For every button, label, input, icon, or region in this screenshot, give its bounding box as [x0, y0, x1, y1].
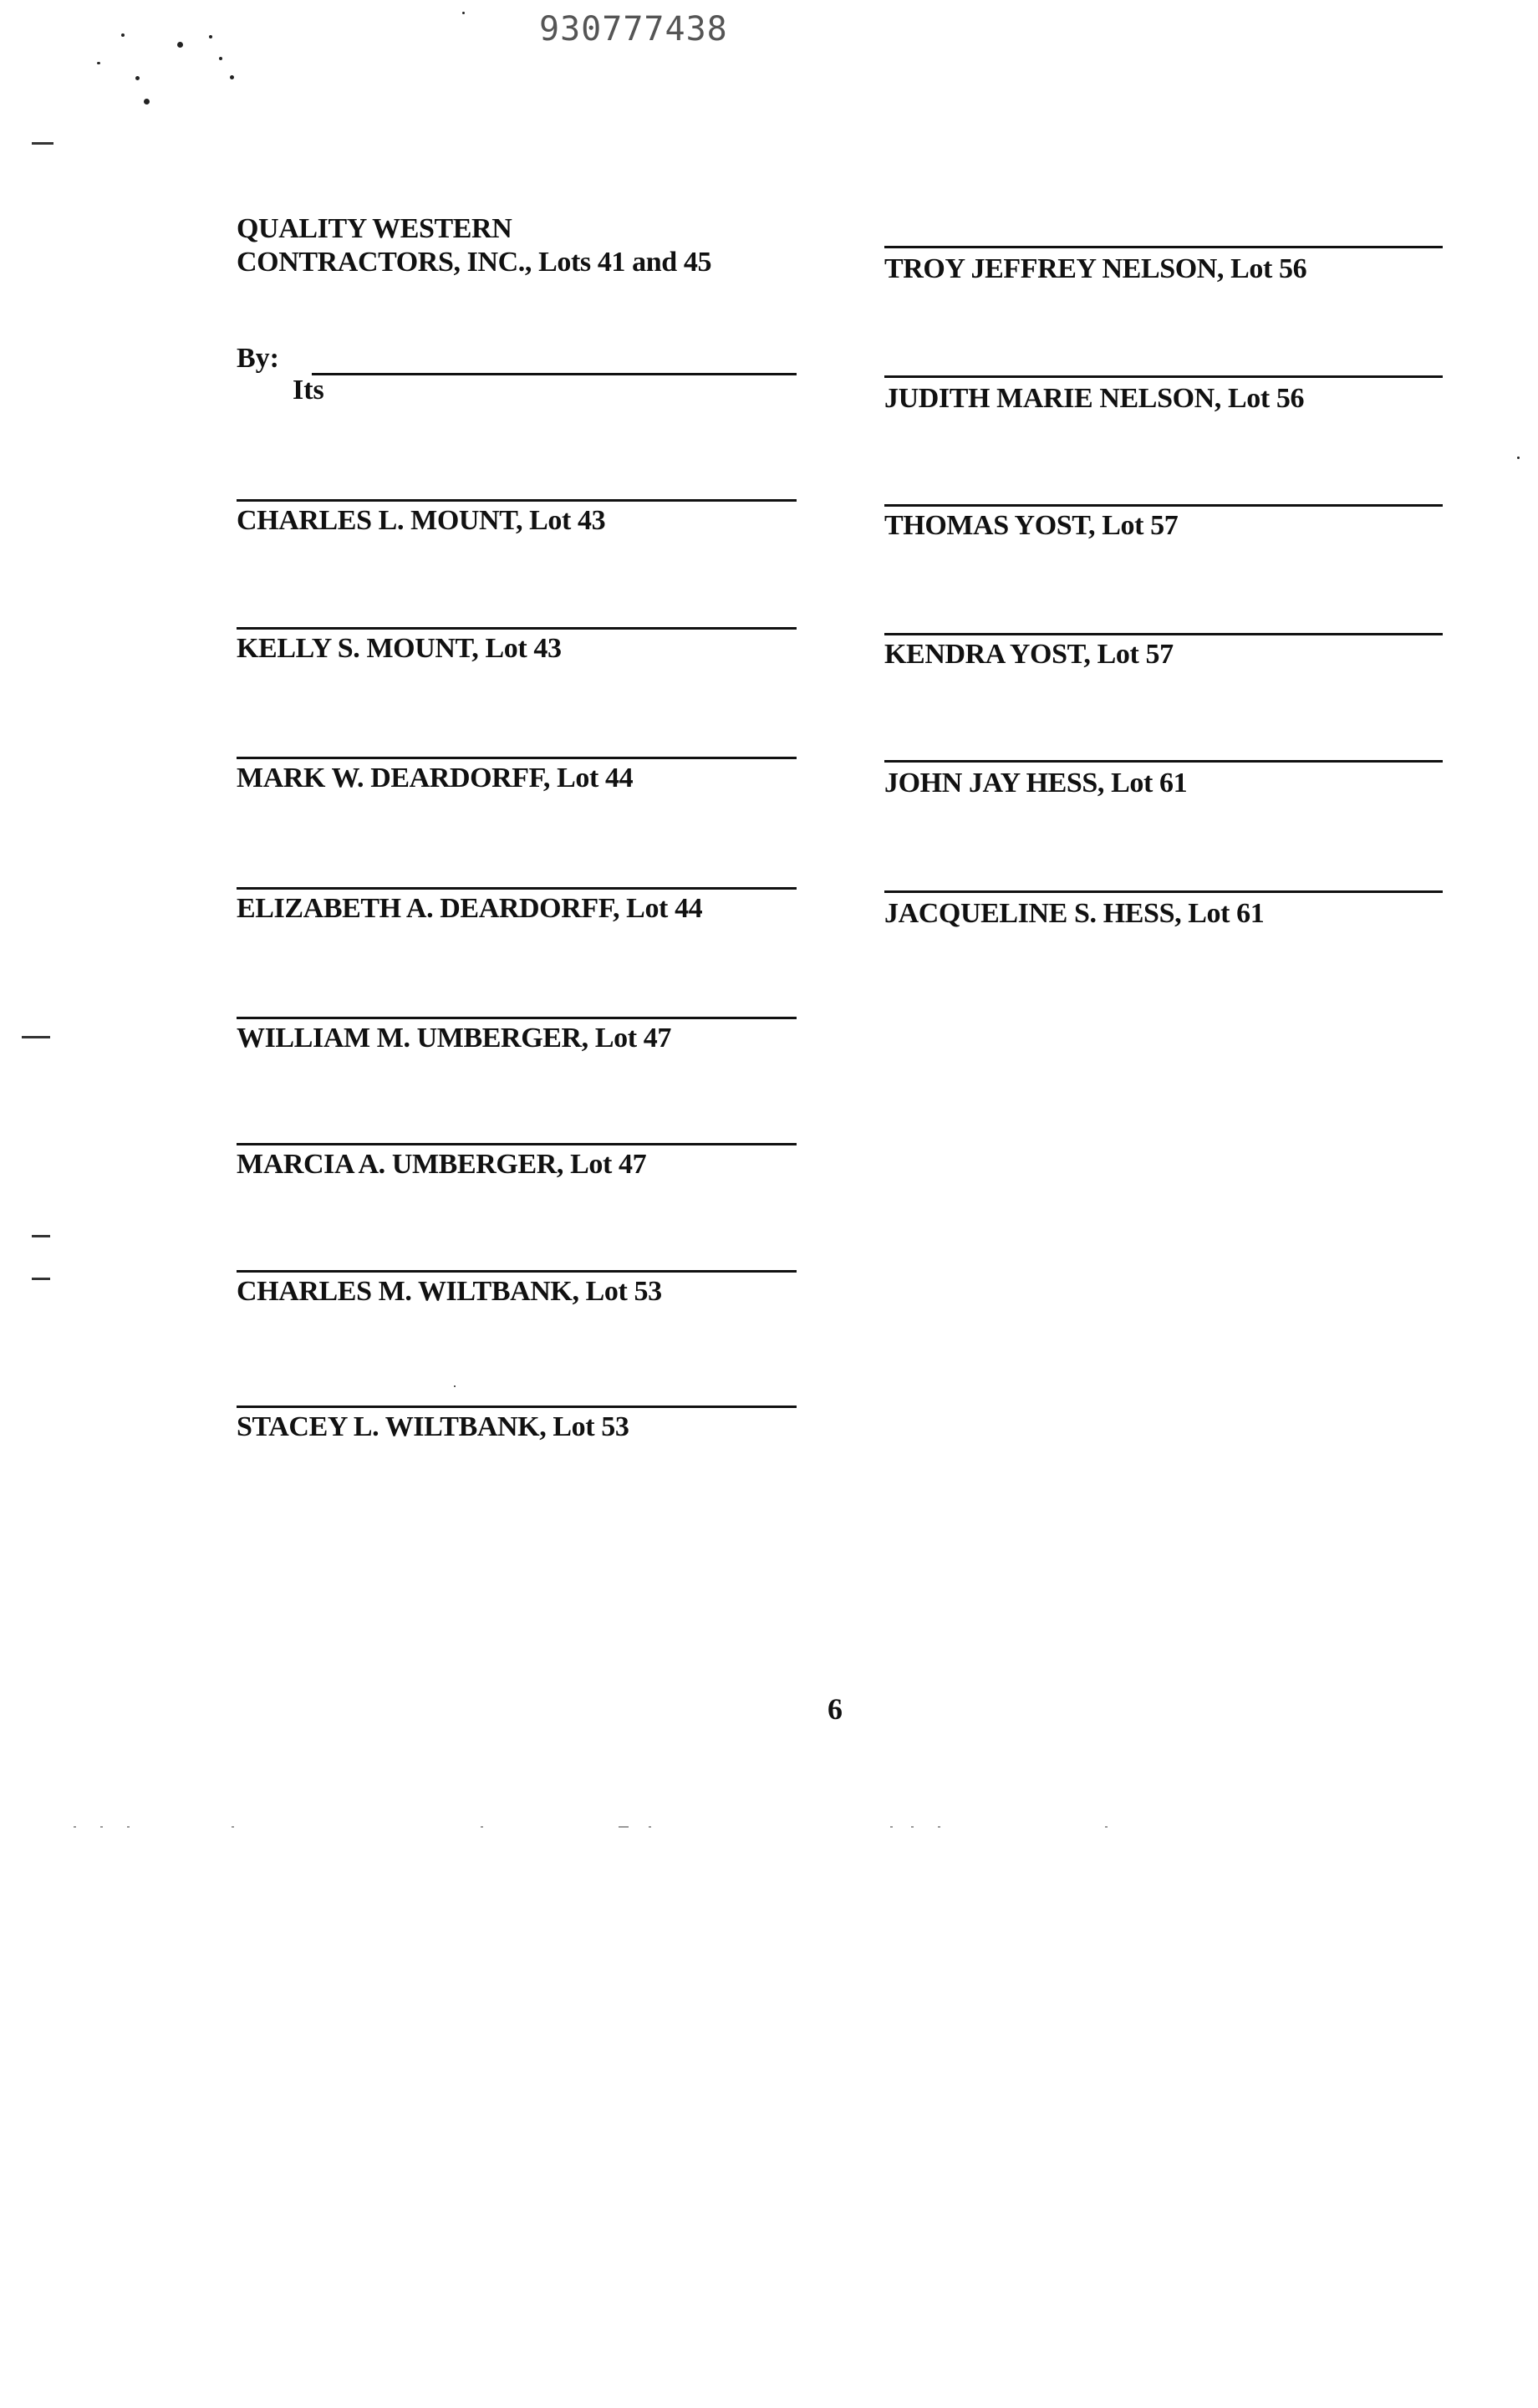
signature-block: [237, 499, 797, 538]
signature-line: [237, 1270, 797, 1273]
signature-name: JACQUELINE S. HESS, Lot 61: [884, 898, 1265, 929]
signature-line: [884, 246, 1443, 248]
speck: [890, 1826, 893, 1828]
entity-name-line2: CONTRACTORS, INC., Lots 41 and 45: [237, 247, 712, 278]
by-label: By:: [237, 343, 279, 374]
speck: [230, 75, 234, 79]
signature-block: [884, 890, 1443, 931]
speck: [911, 1826, 914, 1828]
signature-block: [237, 1143, 797, 1181]
signature-name: KELLY S. MOUNT, Lot 43: [237, 633, 562, 664]
signature-name: CHARLES M. WILTBANK, Lot 53: [237, 1276, 662, 1307]
signature-line: [884, 633, 1443, 635]
signature-line: [237, 627, 797, 630]
speck: [144, 99, 150, 105]
speck: [462, 12, 465, 14]
speck: [1105, 1826, 1108, 1828]
speck: [74, 1826, 76, 1828]
signature-block: [884, 760, 1443, 800]
speck: [219, 57, 222, 60]
by-signature-line: [312, 373, 797, 375]
signature-block: [237, 1406, 797, 1444]
speck: [135, 76, 140, 80]
signature-name: THOMAS YOST, Lot 57: [884, 510, 1179, 541]
signature-name: MARCIA A. UMBERGER, Lot 47: [237, 1149, 647, 1180]
signature-block: [237, 757, 797, 795]
signature-line: [237, 1017, 797, 1019]
signature-line: [237, 887, 797, 890]
signature-name: CHARLES L. MOUNT, Lot 43: [237, 505, 606, 536]
page-number: 6: [828, 1692, 843, 1726]
speck: [938, 1826, 940, 1828]
signature-name: MARK W. DEARDORFF, Lot 44: [237, 763, 634, 793]
speck: [100, 1826, 103, 1828]
speck: [454, 1385, 456, 1387]
signature-block: [237, 887, 797, 926]
signature-line: [884, 375, 1443, 378]
signature-name: JOHN JAY HESS, Lot 61: [884, 768, 1188, 798]
signature-line: [884, 504, 1443, 507]
speck: [97, 62, 100, 64]
signature-line: [237, 1143, 797, 1145]
signature-name: JUDITH MARIE NELSON, Lot 56: [884, 383, 1305, 414]
entity-name-block: [237, 212, 711, 279]
signature-line: [237, 499, 797, 502]
signature-block: [884, 375, 1443, 416]
signature-line: [884, 890, 1443, 893]
speck: [209, 35, 212, 38]
document-number: 930777438: [539, 10, 728, 48]
speck: [127, 1826, 130, 1828]
speck: [1517, 457, 1520, 459]
signature-block: [884, 246, 1443, 286]
signature-name: KENDRA YOST, Lot 57: [884, 639, 1174, 670]
signature-name: WILLIAM M. UMBERGER, Lot 47: [237, 1023, 671, 1054]
its-label: Its: [293, 375, 324, 406]
speck: [649, 1826, 651, 1828]
entity-name-line1: QUALITY WESTERN: [237, 213, 512, 244]
signature-block: [884, 633, 1443, 671]
margin-dash: [32, 1278, 50, 1280]
signature-line: [237, 1406, 797, 1408]
signature-name: TROY JEFFREY NELSON, Lot 56: [884, 253, 1307, 284]
signature-name: ELIZABETH A. DEARDORFF, Lot 44: [237, 893, 703, 924]
signature-block: [237, 627, 797, 666]
speck: [619, 1826, 629, 1828]
signature-line: [884, 760, 1443, 763]
margin-dash: [32, 142, 53, 145]
signature-line: [237, 757, 797, 759]
signature-block: [884, 504, 1443, 543]
signature-block: [237, 1017, 797, 1055]
signature-name: STACEY L. WILTBANK, Lot 53: [237, 1411, 629, 1442]
speck: [121, 33, 125, 37]
speck: [177, 42, 183, 48]
speck: [232, 1826, 234, 1828]
signature-block: [237, 1270, 797, 1309]
speck: [481, 1826, 483, 1828]
margin-dash: [32, 1235, 50, 1237]
margin-dash: [22, 1036, 50, 1038]
